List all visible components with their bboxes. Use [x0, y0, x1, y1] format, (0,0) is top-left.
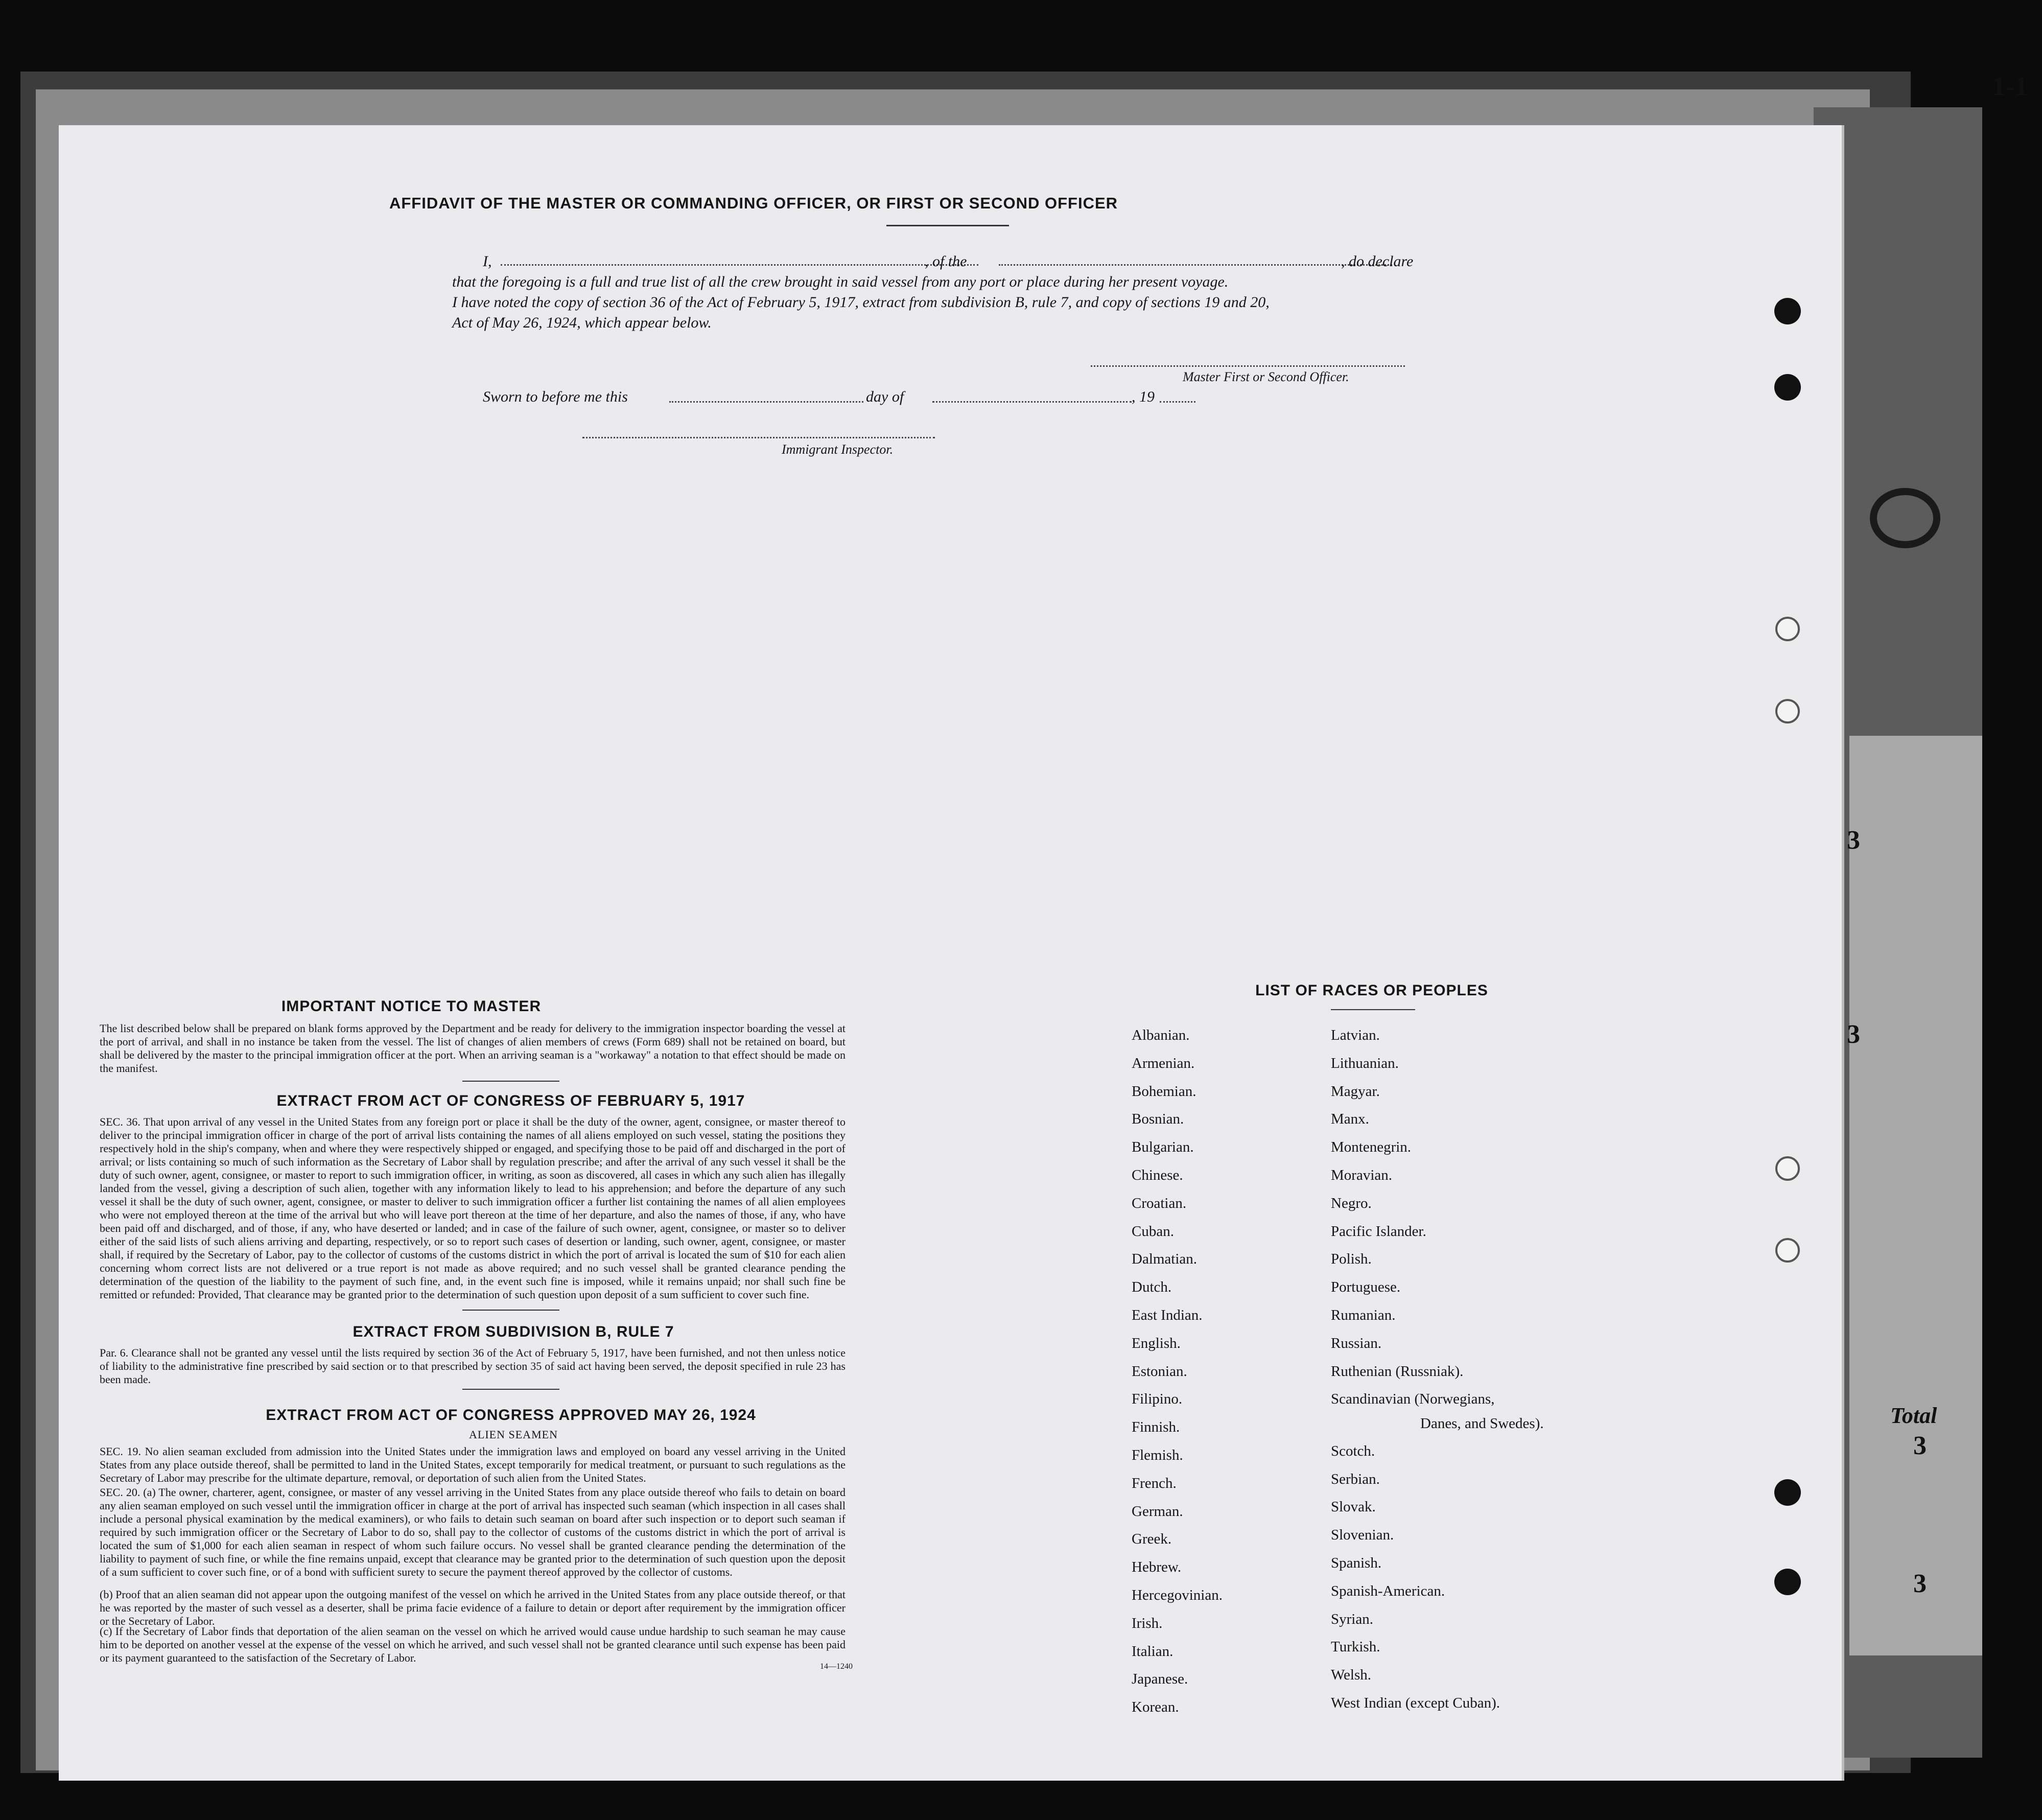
race-left-item: Greek.: [1132, 1531, 1172, 1548]
notice-rule: [462, 1081, 559, 1082]
binder-hole: [1774, 1479, 1801, 1506]
race-left-item: East Indian.: [1132, 1307, 1203, 1323]
affidavit-line4: Act of May 26, 1924, which appear below.: [452, 314, 712, 331]
sworn-day-of: day of: [866, 388, 904, 405]
total-label: Total: [1890, 1403, 1937, 1428]
race-left-item: Bulgarian.: [1132, 1139, 1194, 1156]
extract-1917-body: SEC. 36. That upon arrival of any vessel in the United States from any foreign port or place it shall be the duty of the owner, agent, consignee, or master thereof to deliver to the principal immigration officer in charge of the port of arrival lists containing the names of all aliens employed on such vessel, stating the positions they respectively hold in the ship's company, when and where they were respectively shipped or engaged, and specifying those to be paid off and discharged in the port of arrival; or lists containing so much of such information as the Secretary of Labor shall by regulation prescribe; and after the arrival of any such vessel it shall be the duty of such owner, agent, consignee, or master to report to such immigration officer, in writing, as soon as discovered, all cases in which any such alien has illegally landed from the vessel, giving a description of such alien, together with any information likely to lead to his apprehension; and before the departure of any such vessel it shall be the duty of such owner, agent, consignee, or master to deliver to such immigration officer a further list containing the names of all alien employees who were not employed thereon at the time of the arrival but who will leave port thereon at the time of her departure, and also the names of those, if any, who have been paid off and discharged, and of those, if any, who have deserted or landed; and in case of the failure of such owner, agent, consignee, or master so to deliver either of the said lists of such aliens arriving and departing, respectively, or so to report such cases of desertion or landing, such owner, agent, consignee, or master shall, if required by the Secretary of Labor, pay to the collector of customs of the customs district in which the port of arrival is located the sum of $10 for each alien concerning whom correct lists are not delivered or a true report is not made as above required; and no such vessel shall be granted clearance pending the determination of the question of the liability to the payment of such fine, and, in the event such fine is imposed, while it remains unpaid; nor shall such fine be remitted or refunded: Provided, That clearance may be granted prior to the determination of such question upon deposit of a sum sufficient to cover such fine.: [100, 1115, 846, 1301]
race-left-item: Filipino.: [1132, 1391, 1183, 1408]
document-page: [59, 125, 1844, 1781]
binder-hole: [1774, 1569, 1801, 1595]
race-right-item: Negro.: [1331, 1195, 1372, 1211]
sec20a-body: SEC. 20. (a) The owner, charterer, agent, consignee, or master of any vessel arriving in the United States from any place outside thereof who fails to detain on board any alien seaman employed on such vessel until the immigration officer in charge at the port of arrival has inspected such seaman (which inspection in all cases shall include a personal physical examination by the medical examiners), or who fails to detain such seaman on board after such inspection or to deport such seaman if required by such immigration officer or the Secretary of Labor to do so, shall pay to the collector of customs of the customs district in which the port of arrival is located the sum of $1,000 for each alien seaman in respect of whom such failure occurs. No vessel shall be granted clearance pending the determination of the liability to payment of such fine, or while the fine remains unpaid, except that clearance may be granted prior to the determination of such question upon the deposit of a sum sufficient to cover such fine, or of a bond with sufficient surety to secure the payment thereof approved by the collector of customs.: [100, 1486, 846, 1578]
race-right-item: Rumanian.: [1331, 1307, 1396, 1323]
back-sheet-ledger: [1849, 736, 1982, 1655]
sec20c-body: (c) If the Secretary of Labor finds that deportation of the alien seaman on the vessel on which he arrived would cause undue hardship to such seaman he may cause him to be deported on another vessel at the expense of the vessel on which he arrived, and such vessel shall not be granted clearance until such expense has been paid or its payment guaranteed to the satisfaction of the Secretary of Labor.: [100, 1625, 846, 1664]
race-left-item: Hebrew.: [1132, 1559, 1182, 1576]
master-signature-line: [1091, 365, 1405, 367]
sworn-text: Sworn to before me this: [483, 388, 628, 405]
race-right-item: Polish.: [1331, 1251, 1372, 1268]
race-left-item: English.: [1132, 1335, 1181, 1351]
notice-title: IMPORTANT NOTICE TO MASTER: [281, 998, 542, 1015]
pencil-loop-mark: [1870, 488, 1940, 548]
race-right-item: Slovak.: [1331, 1499, 1376, 1515]
races-title: LIST OF RACES OR PEOPLES: [1255, 982, 1488, 999]
form-number: 14—1240: [820, 1662, 853, 1671]
race-right-item: Portuguese.: [1331, 1279, 1401, 1296]
extract-1924-title: EXTRACT FROM ACT OF CONGRESS APPROVED MAY 26, 1924: [266, 1407, 756, 1424]
race-left-item: Finnish.: [1132, 1419, 1180, 1436]
affidavit-title: AFFIDAVIT OF THE MASTER OR COMMANDING OFFICER, OR FIRST OR SECOND OFFICER: [389, 194, 1118, 212]
sec19-body: SEC. 19. No alien seaman excluded from admission into the United States under the immigration laws and employed on board any vessel arriving in the United States from any place outside thereof, shall be permitted to land in the United States, except temporarily for medical treatment, or pursuant to such regulations as the Secretary of Labor may prescribe for the ultimate departure, removal, or deportation of such alien from the United States.: [100, 1445, 846, 1484]
race-right-item: Montenegrin.: [1331, 1139, 1412, 1156]
inspector-label: Immigrant Inspector.: [782, 442, 894, 457]
race-scandinavian-cont: Danes, and Swedes).: [1420, 1415, 1544, 1432]
binder-hole: [1774, 374, 1801, 401]
affidavit-line2: that the foregoing is a full and true list of all the crew brought in said vessel from any port or place during her present voyage.: [452, 273, 1229, 290]
total-value-2: 3: [1913, 1569, 1927, 1598]
total-value-1: 3: [1913, 1431, 1927, 1460]
race-left-item: Hercegovinian.: [1132, 1587, 1223, 1603]
master-signature-label: Master First or Second Officer.: [1183, 369, 1349, 384]
race-left-item: Dutch.: [1132, 1279, 1172, 1296]
binder-ring: [1775, 1238, 1800, 1263]
race-right-item: Magyar.: [1331, 1083, 1380, 1100]
race-right-item: Scandinavian (Norwegians,: [1331, 1391, 1495, 1408]
binder-ring: [1775, 699, 1800, 724]
race-left-item: Dalmatian.: [1132, 1251, 1198, 1268]
races-rule: [1331, 1009, 1415, 1010]
sworn-year-line: [1160, 401, 1195, 403]
alien-seamen-subtitle: ALIEN SEAMEN: [469, 1428, 558, 1441]
race-left-item: Armenian.: [1132, 1055, 1195, 1071]
race-left-item: German.: [1132, 1503, 1183, 1520]
race-left-item: Chinese.: [1132, 1167, 1183, 1183]
sworn-day-line: [669, 401, 863, 403]
race-right-item: Slovenian.: [1331, 1527, 1394, 1544]
race-left-item: Albanian.: [1132, 1027, 1190, 1043]
affidavit-vessel-line: [999, 264, 1392, 266]
affidavit-line3: I have noted the copy of section 36 of the Act of February 5, 1917, extract from subdivision B, rule 7, and copy of sections 19 and 20,: [452, 294, 1270, 311]
race-right-item: Lithuanian.: [1331, 1055, 1399, 1071]
race-right-item: Manx.: [1331, 1111, 1369, 1128]
race-left-item: Irish.: [1132, 1615, 1163, 1631]
affidavit-i: I,: [483, 253, 492, 270]
race-right-item: Russian.: [1331, 1335, 1382, 1351]
race-right-item: Welsh.: [1331, 1667, 1372, 1684]
binder-ring: [1775, 1156, 1800, 1181]
affidavit-of-the: , of the: [925, 253, 967, 270]
affidavit-declare: , do declare: [1341, 253, 1414, 270]
affidavit-name-line: [501, 264, 978, 266]
sworn-year: , 19: [1132, 388, 1155, 405]
race-right-item: Scotch.: [1331, 1442, 1375, 1459]
race-right-item: Serbian.: [1331, 1471, 1380, 1487]
notice-body: The list described below shall be prepared on blank forms approved by the Department and be ready for delivery to the immigration inspector boarding the vessel at the port of arrival, and shall in no instance be taken from the vessel. The list of changes of alien members of crews (Form 689) shall not be retained on board, but shall be delivered by the master to the principal immigration officer at the port. When an arriving seaman is a "workaway" a notation to that effect should be made on the manifest.: [100, 1022, 846, 1075]
race-right-item: Latvian.: [1331, 1027, 1380, 1043]
race-left-item: Italian.: [1132, 1643, 1173, 1660]
race-left-item: Cuban.: [1132, 1223, 1174, 1240]
race-right-item: Pacific Islander.: [1331, 1223, 1426, 1240]
race-left-item: Flemish.: [1132, 1447, 1183, 1463]
rule7-rule: [462, 1389, 559, 1390]
edge-value-2: 3: [1847, 1020, 1860, 1049]
race-right-item: Turkish.: [1331, 1639, 1380, 1655]
binder-ring: [1775, 617, 1800, 641]
binder-hole: [1774, 298, 1801, 324]
corner-mark: 1-1: [1992, 72, 2028, 101]
race-left-item: Bosnian.: [1132, 1111, 1184, 1128]
sec20b-body: (b) Proof that an alien seaman did not appear upon the outgoing manifest of the vessel on which he arrived in the United States from any place outside thereof, or that he was reported by the master of such vessel as a deserter, shall be prima facie evidence of a failure to detain or deport after requirement by the immigration officer or the Secretary of Labor.: [100, 1588, 846, 1627]
race-left-item: Bohemian.: [1132, 1083, 1196, 1100]
race-right-item: Spanish-American.: [1331, 1582, 1445, 1599]
race-right-item: Spanish.: [1331, 1554, 1382, 1571]
race-right-item: West Indian (except Cuban).: [1331, 1694, 1500, 1711]
race-right-item: Syrian.: [1331, 1611, 1373, 1627]
race-left-item: Estonian.: [1132, 1363, 1187, 1380]
race-right-item: Ruthenian (Russniak).: [1331, 1363, 1464, 1380]
rule7-body: Par. 6. Clearance shall not be granted any vessel until the lists required by section 36 of the Act of February 5, 1917, have been furnished, and not then unless notice of liability to the administrative fine prescribed by said section or to that prescribed by section 35 of said act having been served, the deposit specified in rule 23 has been made.: [100, 1346, 846, 1386]
affidavit-title-rule: [886, 225, 1009, 226]
extract-1917-title: EXTRACT FROM ACT OF CONGRESS OF FEBRUARY 5, 1917: [276, 1092, 745, 1109]
inspector-signature-line: [582, 437, 935, 438]
sworn-month-line: [932, 401, 1132, 403]
race-left-item: Japanese.: [1132, 1671, 1188, 1688]
extract-1917-rule: [462, 1310, 559, 1311]
race-left-item: French.: [1132, 1475, 1177, 1491]
race-left-item: Korean.: [1132, 1699, 1179, 1716]
rule7-title: EXTRACT FROM SUBDIVISION B, RULE 7: [353, 1323, 674, 1340]
race-right-item: Moravian.: [1331, 1167, 1392, 1183]
race-left-item: Croatian.: [1132, 1195, 1187, 1211]
edge-value-1: 3: [1847, 826, 1860, 855]
